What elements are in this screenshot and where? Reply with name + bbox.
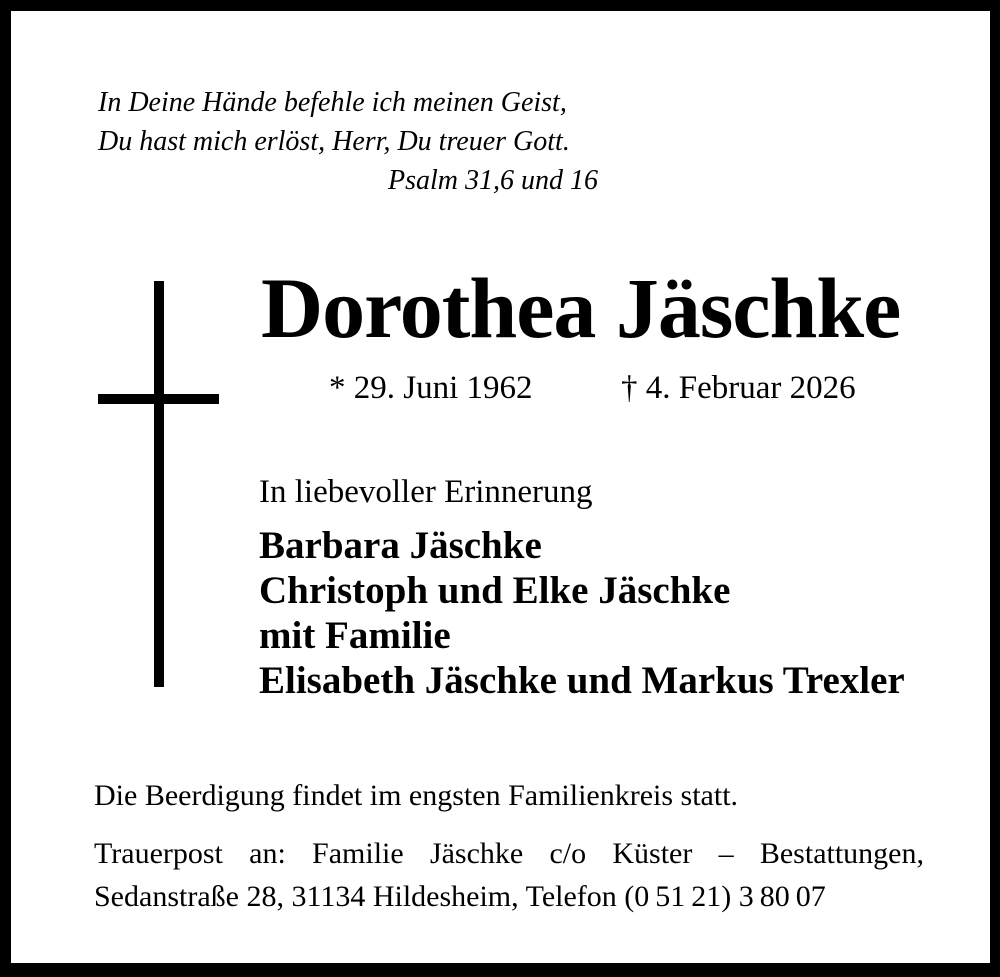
- birth-date: * 29. Juni 1962: [329, 370, 533, 406]
- deceased-name: Dorothea Jäschke: [261, 260, 901, 356]
- cross-vertical-bar: [154, 281, 164, 687]
- scripture-quote: [98, 83, 598, 200]
- mourner-name: Christoph und Elke Jäschke: [259, 569, 731, 612]
- death-date: † 4. Februar 2026: [621, 370, 856, 406]
- funeral-note: Die Beerdigung findet im engsten Familienkreis statt.: [94, 779, 739, 812]
- scripture-line-1: In Deine Hände befehle ich meinen Geist,: [98, 87, 567, 118]
- mourner-name: Barbara Jäschke: [259, 524, 542, 567]
- mourner-name: Elisabeth Jäschke und Markus Trexler: [259, 659, 905, 702]
- cross-icon: [98, 281, 219, 687]
- scripture-attribution: Psalm 31,6 und 16: [388, 165, 598, 196]
- scripture-line-2: Du hast mich erlöst, Herr, Du treuer Gott.: [98, 126, 570, 157]
- mourners-list: [259, 523, 905, 703]
- mourner-name: mit Familie: [259, 614, 451, 657]
- cross-horizontal-bar: [98, 394, 219, 404]
- memorial-phrase: In liebevoller Erinnerung: [259, 474, 593, 510]
- contact-line-2: Sedanstraße 28, 31134 Hildesheim, Telefon (0 51 21) 3 80 07: [94, 880, 826, 913]
- contact-line-1: Trauerpost an: Familie Jäschke c/o Küster – Bestattungen,: [94, 837, 924, 870]
- contact-info: [94, 832, 924, 918]
